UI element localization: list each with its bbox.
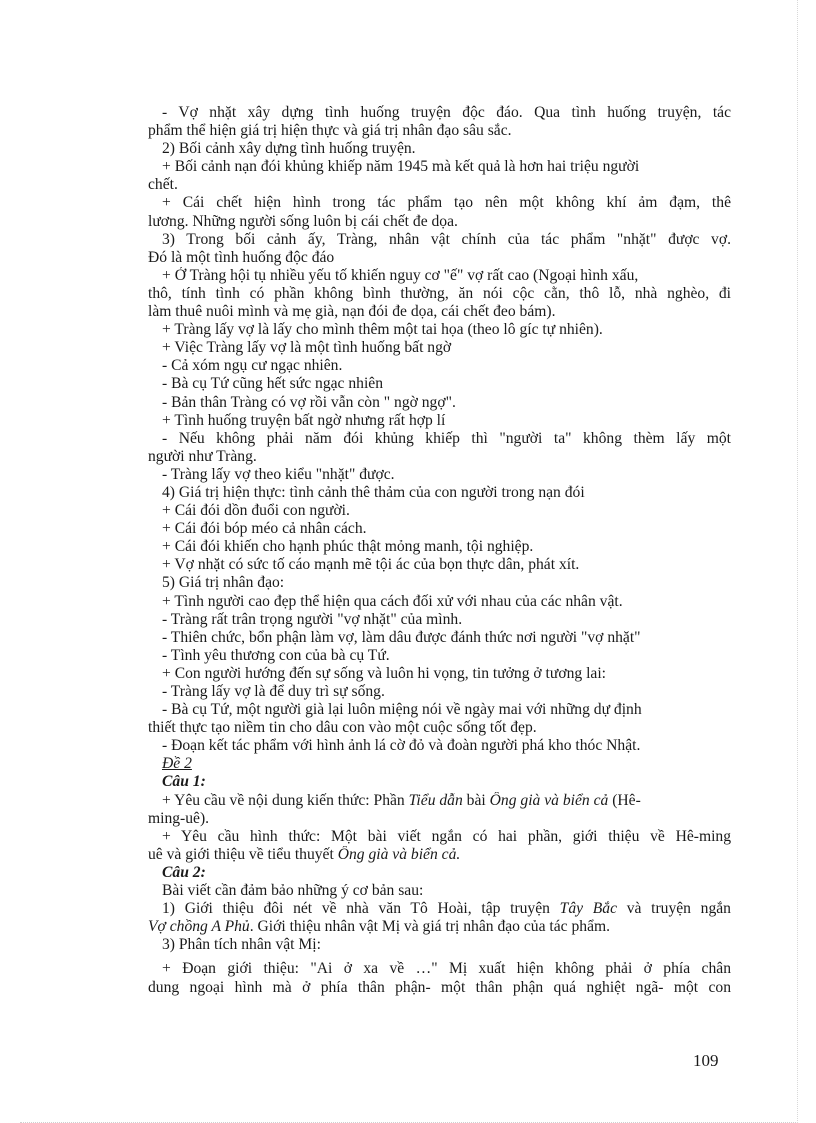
text-line: làm thuê nuôi mình và mẹ già, nạn đói đe dọa, cái chết đeo bám). [148,303,556,321]
italic-title: Vợ chồng A Phủ [148,918,250,936]
text-span: uê và giới thiệu về tiểu thuyết [148,845,338,863]
text-line: + Cái đói bóp méo cả nhân cách. [162,520,367,538]
text-line: + Yêu cầu hình thức: Một bài viết ngắn có hai phần, giới thiệu về Hê-ming [162,827,731,845]
text-line: + Tình người cao đẹp thể hiện qua cách đối xử với nhau của các nhân vật. [162,592,623,610]
text-line: Câu 1: [162,773,206,791]
text-line: + Cái đói khiến cho hạnh phúc thật mỏng manh, tội nghiệp. [162,538,534,556]
text-line: + Việc Tràng lấy vợ là một tình huống bất ngờ [162,339,452,357]
text-line: - Bản thân Tràng có vợ rồi vẫn còn " ngờ ngợ". [162,393,456,411]
text-line: + Cái đói dồn đuổi con người. [162,502,350,520]
italic-title: Ông già và biển cả [489,791,609,809]
text-line: lương. Những người sống luôn bị cái chết đe dọa. [148,212,458,230]
text-line: 3) Phân tích nhân vật Mị: [162,936,321,954]
text-line [148,900,731,918]
text-line: - Nếu không phải năm đói khủng khiếp thì "người ta" không thèm lấy một [162,429,731,447]
italic-title: Tiểu dẫn [408,791,463,809]
text-line: chết. [148,176,178,194]
text-line: + Cái chết hiện hình trong tác phẩm tạo nên một không khí ảm đạm, thê [162,194,731,212]
text-line: - Tràng lấy vợ theo kiểu "nhặt" được. [162,465,395,483]
page-edge-right [797,0,798,1123]
text-line: - Tràng rất trân trọng người "vợ nhặt" của mình. [162,610,463,628]
text-line: + Ở Tràng hội tụ nhiều yếu tố khiến nguy cơ "ế" vợ rất cao (Ngoại hình xấu, [162,266,639,284]
text-line [148,846,731,864]
italic-title: Ông già và biển cả. [337,845,461,863]
text-span: và truyện ngắn [617,900,731,918]
text-span: 1) Giới thiệu đôi nét về nhà văn Tô Hoài, tập truyện [162,900,560,918]
text-line [148,918,731,936]
text-line: - Thiên chức, bổn phận làm vợ, làm dâu được đánh thức nơi người "vợ nhặt" [162,628,641,646]
text-span: bài [462,791,490,809]
text-span: . Giới thiệu nhân vật Mị và giá trị nhân đạo của tác phẩm. [249,918,611,936]
text-line: thiết thực tạo niềm tin cho dâu con vào một cuộc sống tốt đẹp. [148,719,537,737]
text-line: - Bà cụ Tứ cũng hết sức ngạc nhiên [162,375,384,393]
text-line: dung ngoại hình mà ở phía thân phận- một thân phận quá nghiệt ngã- một con [148,978,731,996]
text-line: 2) Bối cảnh xây dựng tình huống truyện. [162,140,416,158]
text-line: 4) Giá trị hiện thực: tình cảnh thê thảm của con người trong nạn đói [162,483,585,501]
text-line: Bài viết cần đảm bảo những ý cơ bản sau: [162,882,424,900]
text-line: - Đoạn kết tác phẩm với hình ảnh lá cờ đỏ và đoàn người phá kho thóc Nhật. [162,737,641,755]
text-line: phẩm thể hiện giá trị hiện thực và giá trị nhân đạo sâu sắc. [148,122,512,140]
text-line: Đề 2 [162,755,192,773]
text-line: + Con người hướng đến sự sống và luôn hi vọng, tin tưởng ở tương lai: [162,664,607,682]
italic-title: Tây Bắc [559,900,617,918]
text-line: - Tình yêu thương con của bà cụ Tứ. [162,646,390,664]
text-line: Câu 2: [162,863,206,881]
text-span: (Hê- [608,791,641,809]
text-line: - Bà cụ Tứ, một người già lại luôn miệng nói về ngày mai với những dự định [162,701,642,719]
document-body [148,104,731,997]
page-number: 109 [693,1051,719,1070]
text-line: thô, tính tình có phần không bình thường, ăn nói cộc cằn, thô lỗ, nhà nghèo, đi [148,284,731,302]
text-line: + Tràng lấy vợ là lấy cho mình thêm một tai họa (theo lô gíc tự nhiên). [162,321,603,339]
text-line [148,792,731,810]
text-line: + Vợ nhặt có sức tố cáo mạnh mẽ tội ác của bọn thực dân, phát xít. [162,556,580,574]
text-line: người như Tràng. [148,447,257,465]
text-line: Đó là một tình huống độc đáo [148,248,335,266]
text-line: - Tràng lấy vợ là để duy trì sự sống. [162,683,385,700]
text-line: - Cả xóm ngụ cư ngạc nhiên. [162,357,343,375]
text-line: ming-uê). [148,809,210,827]
text-line: + Đoạn giới thiệu: "Ai ở xa về …" Mị xuất hiện không phải ở phía chân [162,960,731,978]
text-line: + Tình huống truyện bất ngờ nhưng rất hợp lí [162,411,446,429]
text-line: 5) Giá trị nhân đạo: [162,574,285,592]
text-line: 3) Trong bối cảnh ấy, Tràng, nhân vật chính của tác phẩm "nhặt" được vợ. [162,230,731,248]
text-line: - Vợ nhặt xây dựng tình huống truyện độc đáo. Qua tình huống truyện, tác [162,104,731,121]
text-span: + Yêu cầu về nội dung kiến thức: Phần [162,791,409,809]
text-line: + Bối cảnh nạn đói khủng khiếp năm 1945 mà kết quả là hơn hai triệu người [162,158,640,176]
